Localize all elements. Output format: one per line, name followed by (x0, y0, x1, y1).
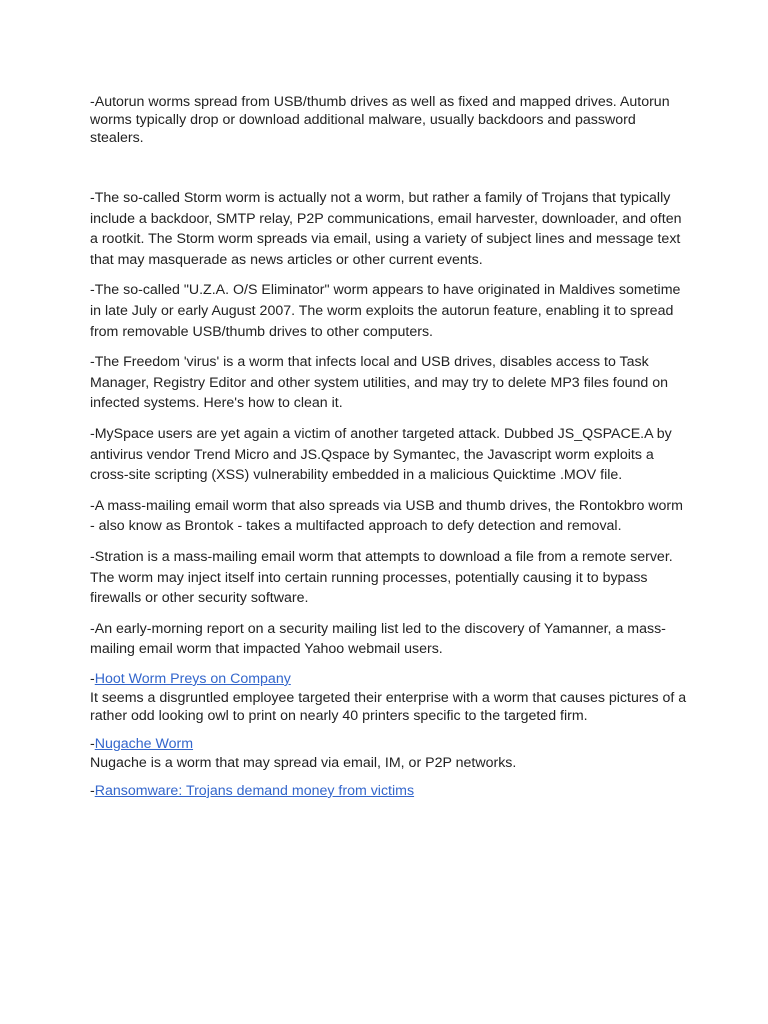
list-dash: - (90, 670, 95, 687)
hoot-worm-description: It seems a disgruntled employee targeted their enterprise with a worm that causes pictures of a rather odd looking owl to print on nearly 40 printers specific to the targeted firm. (90, 689, 687, 724)
hoot-worm-entry (90, 670, 690, 725)
hoot-worm-heading (90, 670, 690, 689)
paragraph-yamanner-worm: -An early-morning report on a security mailing list led to the discovery of Yamanner, a mass-mailing email worm that impacted Yahoo webmail users. (90, 620, 666, 658)
ransomware-heading (90, 782, 690, 801)
nugache-worm-link[interactable]: Nugache Worm (94, 735, 194, 752)
paragraph-freedom-virus: -The Freedom 'virus' is a worm that infects local and USB drives, disables access to Task Manager, Registry Editor and other system utilities, and may try to delete MP3 files found on infected systems. Here's how to clean it. (90, 354, 669, 412)
paragraph-autorun: -Autorun worms spread from USB/thumb drives as well as fixed and mapped drives. Autorun worms typically drop or download additional malware, usually backdoors and password stealers. (90, 94, 670, 146)
hoot-worm-link[interactable]: Hoot Worm Preys on Company (94, 670, 291, 687)
list-dash: - (90, 735, 95, 752)
nugache-worm-heading (90, 735, 690, 754)
paragraph-myspace-worm: -MySpace users are yet again a victim of another targeted attack. Dubbed JS_QSPACE.A by antivirus vendor Trend Micro and JS.Qspace by Symantec, the Javascript worm exploits a cross-site scripting (XSS) vulnerability embedded in a malicious Quicktime .MOV file. (90, 425, 672, 484)
paragraph-uza-eliminator: -The so-called "U.Z.A. O/S Eliminator" worm appears to have originated in Maldives sometime in late July or early August 2007. The worm exploits the autorun feature, enabling it to spread from removable USB/thumb drives to other computers. (90, 282, 681, 340)
nugache-worm-entry (90, 735, 690, 772)
paragraph-rontokbro-worm: -A mass-mailing email worm that also spreads via USB and thumb drives, the Rontokbro worm - also know as Brontok - takes a multifacted approach to defy detection and removal. (90, 497, 683, 535)
paragraph-storm-worm: -The so-called Storm worm is actually not a worm, but rather a family of Trojans that typically include a backdoor, SMTP relay, P2P communications, email harvester, downloader, and often a rootkit. The Storm worm spreads via email, using a variety of subject lines and message text that may masquerade as news articles or other current events. (90, 190, 682, 268)
paragraph-stration-worm: -Stration is a mass-mailing email worm that attempts to download a file from a remote server. The worm may inject itself into certain running processes, potentially causing it to bypass firewalls or other security software. (90, 548, 673, 607)
nugache-worm-description: Nugache is a worm that may spread via email, IM, or P2P networks. (90, 754, 517, 771)
ransomware-link[interactable]: Ransomware: Trojans demand money from victims (94, 782, 415, 799)
document-page (90, 93, 690, 801)
ransomware-entry (90, 782, 690, 801)
list-dash: - (90, 782, 95, 799)
